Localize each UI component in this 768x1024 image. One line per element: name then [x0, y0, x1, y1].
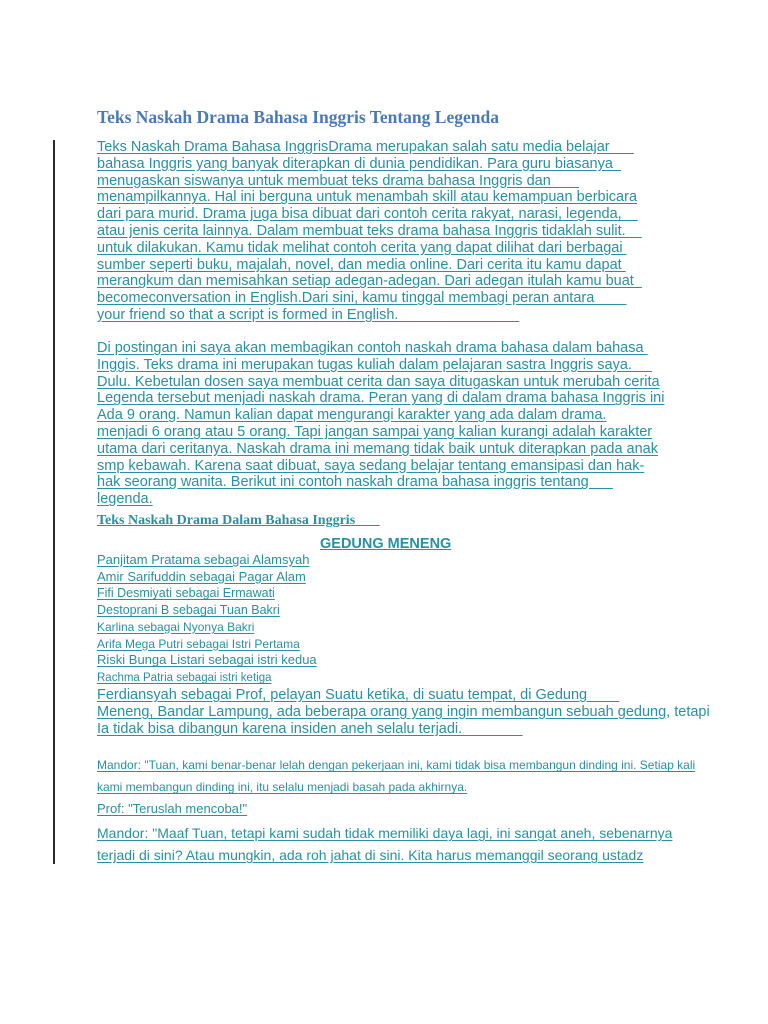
cast-item[interactable]: Riski Bunga Listari sebagai istri kedua: [97, 652, 317, 668]
play-title[interactable]: GEDUNG MENENG: [320, 536, 452, 552]
dialog-line[interactable]: Prof: "Teruslah mencoba!": [97, 801, 248, 816]
cast-item[interactable]: Karlina sebagai Nyonya Bakri: [97, 619, 255, 634]
text-line[interactable]: smp kebawah. Karena saat dibuat, saya sedang belajar tentang emansipasi dan hak-: [97, 457, 645, 474]
text-line[interactable]: utama dari ceritanya. Naskah drama ini memang tidak baik untuk diterapkan pada anak: [97, 440, 658, 457]
text-line[interactable]: Inggis. Teks drama ini merupakan tugas kuliah dalam pelajaran sastra Inggris saya.: [97, 356, 653, 373]
dialog-prof: [97, 799, 247, 819]
text-line[interactable]: dari para murid. Drama juga bisa dibuat dari contoh cerita rakyat, narasi, legenda,: [97, 206, 638, 223]
text-line[interactable]: untuk dilakukan. Kamu tidak melihat contoh cerita yang dapat dilihat dari berbagai: [97, 239, 627, 256]
text-line[interactable]: menugaskan siswanya untuk membuat teks drama bahasa Inggris dan: [97, 172, 579, 189]
text-line[interactable]: sumber seperti buku, majalah, novel, dan media online. Dari cerita itu kamu dapat: [97, 256, 626, 273]
text-line[interactable]: atau jenis cerita lainnya. Dalam membuat teks drama bahasa Inggris tidaklah sulit.: [97, 222, 642, 239]
text-line[interactable]: legenda.: [97, 491, 153, 508]
dialog-line[interactable]: terjadi di sini? Atau mungkin, ada roh jahat di sini. Kita harus memanggil seorang ustadz: [97, 847, 644, 863]
text-line[interactable]: your friend so that a script is formed in English.: [97, 306, 520, 323]
text-line[interactable]: Di postingan ini saya akan membagikan contoh naskah drama bahasa dalam bahasa: [97, 340, 648, 356]
dialog-mandor-1: [97, 754, 695, 798]
cast-item[interactable]: Fifi Desmiyati sebagai Ermawati: [97, 586, 275, 601]
cast-list: [97, 552, 317, 687]
text-line[interactable]: Dulu. Kebetulan dosen saya membuat cerita dan saya ditugaskan untuk merubah cerita: [97, 373, 660, 390]
text-line[interactable]: menjadi 6 orang atau 5 orang. Tapi jangan sampai yang kalian kurangi adalah karakter: [97, 423, 653, 440]
margin-line: [53, 140, 55, 864]
text-line[interactable]: Ia tidak bisa dibangun karena insiden aneh selalu terjadi.: [97, 721, 523, 737]
text-line[interactable]: bahasa Inggris yang banyak diterapkan di dunia pendidikan. Para guru biasanya: [97, 155, 621, 172]
cast-item[interactable]: Rachma Patria sebagai istri ketiga: [97, 671, 272, 684]
dialog-line[interactable]: kami membangun dinding ini, itu selalu menjadi basah pada akhirnya.: [97, 780, 468, 794]
document-title: Teks Naskah Drama Bahasa Inggris Tentang Legenda: [97, 107, 499, 127]
paragraph-scene: [97, 687, 710, 738]
paragraph-posting: [97, 340, 664, 508]
cast-item[interactable]: Panjitam Pratama sebagai Alamsyah: [97, 552, 310, 567]
text-line[interactable]: Teks Naskah Drama Bahasa InggrisDrama merupakan salah satu media belajar: [97, 139, 634, 155]
cast-item[interactable]: Arifa Mega Putri sebagai Istri Pertama: [97, 636, 300, 651]
dialog-line[interactable]: Mandor: "Maaf Tuan, tetapi kami sudah tidak memiliki daya lagi, ini sangat aneh, sebenarnya: [97, 825, 673, 841]
cast-item[interactable]: Destoprani B sebagai Tuan Bakri: [97, 603, 280, 618]
text-line[interactable]: Ferdiansyah sebagai Prof, pelayan Suatu ketika, di suatu tempat, di Gedung: [97, 687, 620, 703]
text-line[interactable]: menampilkannya. Hal ini berguna untuk menambah skill atau kemampuan berbicara: [97, 189, 638, 206]
section-subtitle[interactable]: Teks Naskah Drama Dalam Bahasa Inggris: [97, 513, 380, 528]
dialog-mandor-2: [97, 822, 672, 866]
text-line-tail: , tetapi: [666, 704, 710, 720]
text-line[interactable]: Ada 9 orang. Namun kalian dapat mengurangi karakter yang ada dalam drama.: [97, 407, 607, 424]
dialog-line[interactable]: Mandor: "Tuan, kami benar-benar lelah dengan pekerjaan ini, kami tidak bisa membangun dinding ini. Setiap kali: [97, 758, 696, 772]
text-line[interactable]: merangkum dan memisahkan setiap adegan-adegan. Dari adegan itulah kamu buat: [97, 273, 642, 290]
text-line[interactable]: becomeconversation in English.Dari sini, kamu tinggal membagi peran antara: [97, 290, 627, 307]
cast-item[interactable]: Amir Sarifuddin sebagai Pagar Alam: [97, 568, 306, 584]
paragraph-intro: [97, 139, 642, 324]
text-line[interactable]: Meneng, Bandar Lampung, ada beberapa orang yang ingin membangun sebuah gedung: [97, 704, 667, 720]
text-line[interactable]: hak seorang wanita. Berikut ini contoh naskah drama bahasa inggris tentang: [97, 474, 613, 491]
text-line[interactable]: Legenda tersebut menjadi naskah drama. Peran yang di dalam drama bahasa Inggris ini: [97, 390, 665, 407]
